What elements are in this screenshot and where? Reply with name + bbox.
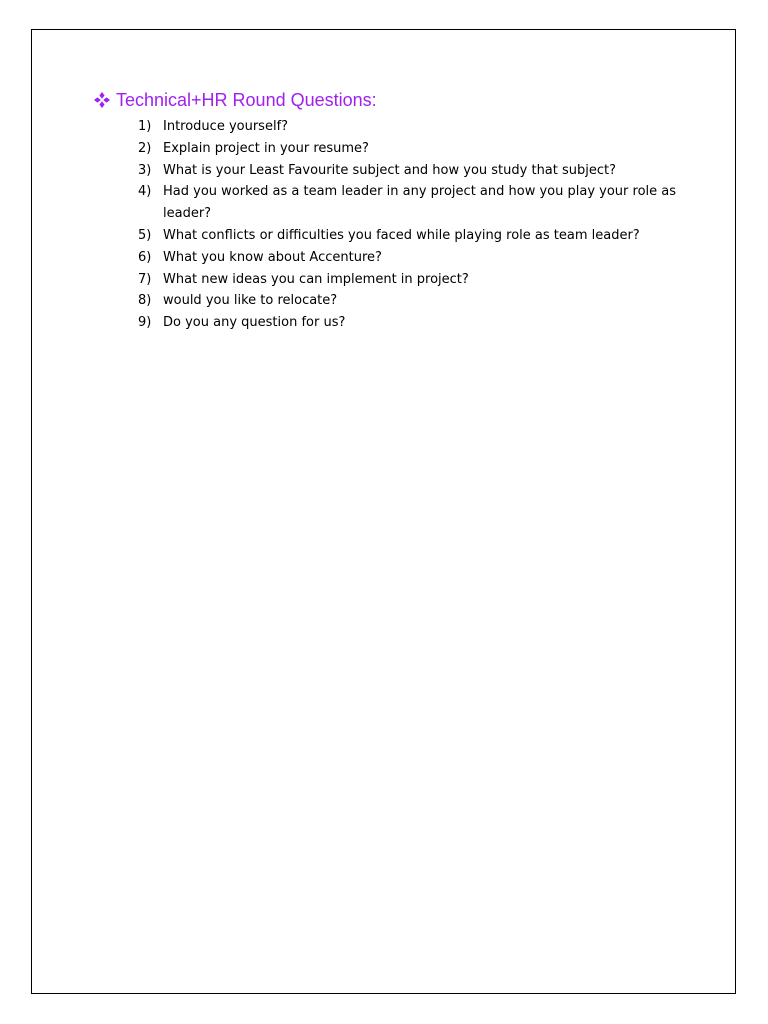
question-text: would you like to relocate?	[163, 293, 338, 309]
question-list	[138, 116, 678, 334]
four-diamonds-icon	[93, 91, 111, 109]
question-text: Do you any question for us?	[163, 315, 346, 331]
question-number: 5)	[138, 227, 152, 243]
question-text: What conflicts or difficulties you faced while playing role as team leader?	[163, 227, 640, 243]
question-number: 1)	[138, 119, 152, 134]
question-number: 4)	[138, 184, 152, 200]
question-text: What new ideas you can implement in project?	[163, 271, 469, 287]
question-item	[138, 116, 678, 138]
question-number: 3)	[138, 162, 152, 178]
question-text: Introduce yourself?	[163, 119, 289, 134]
question-text: Explain project in your resume?	[163, 140, 369, 156]
heading-text: Technical+HR Round Questions:	[116, 90, 377, 110]
question-item	[138, 247, 678, 269]
question-number: 2)	[138, 140, 152, 156]
question-item	[138, 225, 678, 247]
section-heading	[93, 88, 377, 112]
question-item	[138, 269, 678, 291]
question-item	[138, 181, 678, 225]
question-number: 6)	[138, 249, 152, 265]
question-item	[138, 312, 678, 334]
question-item	[138, 290, 678, 312]
question-number: 9)	[138, 315, 152, 331]
question-number: 7)	[138, 271, 152, 287]
question-number: 8)	[138, 293, 152, 309]
question-item	[138, 138, 678, 160]
question-text: What is your Least Favourite subject and how you study that subject?	[163, 162, 617, 178]
question-text: Had you worked as a team leader in any project and how you play your role as leader?	[163, 184, 676, 222]
question-item	[138, 160, 678, 182]
question-text: What you know about Accenture?	[163, 249, 382, 265]
